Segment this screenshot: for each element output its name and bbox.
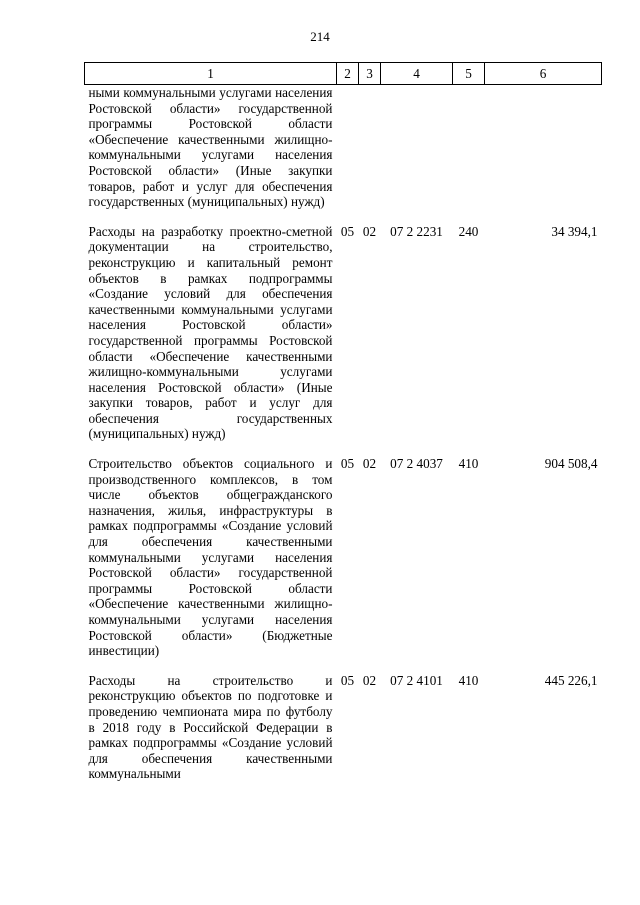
- table-row: [85, 210, 602, 442]
- page-number: 214: [310, 29, 330, 44]
- header-col-5: 5: [453, 63, 485, 85]
- row-target-code: 07 2 4037: [390, 456, 443, 472]
- row-expense-type: [453, 85, 485, 210]
- row-section: 05: [340, 456, 355, 472]
- row-amount: [485, 85, 602, 210]
- header-col-2: 2: [337, 63, 359, 85]
- row-expense-type: 410: [458, 672, 479, 688]
- table-row: [85, 85, 602, 210]
- row-description: Строительство объектов социального и производственного комплексов, в том числе объектов общегражданского назначения, жилья, инфраструктуры в рамках подпрограммы «Создание условий для обеспечения качественными коммунальными услугами населения Ростовской области» государственной программы Ростовской области «Обеспечение качественными жилищно-коммунальными услугами населения Ростовской области» (Бюджетные инвестиции): [88, 456, 333, 659]
- row-section: 05: [340, 672, 355, 688]
- table-body: [85, 85, 602, 782]
- header-col-3: 3: [359, 63, 381, 85]
- row-target-code: [381, 85, 453, 210]
- header-col-4: 4: [381, 63, 453, 85]
- row-amount: 445 226,1: [544, 672, 598, 688]
- table-row: [85, 442, 602, 659]
- row-subsection: 02: [362, 223, 377, 239]
- row-section: 05: [340, 223, 355, 239]
- row-target-code: 07 2 2231: [390, 223, 443, 239]
- row-subsection: [359, 85, 381, 210]
- header-col-1: 1: [85, 63, 337, 85]
- row-expense-type: 410: [458, 456, 479, 472]
- row-amount: 34 394,1: [551, 223, 598, 239]
- header-row: [85, 63, 602, 85]
- row-description: Расходы на строительство и реконструкцию объектов по подготовке и проведению чемпионата мира по футболу в 2018 году в Российской Федерации в рамках подпрограммы «Создание условий для обеспечения качественными коммунальными: [88, 672, 333, 782]
- table-row: [85, 659, 602, 782]
- row-subsection: 02: [362, 672, 377, 688]
- row-section: [337, 85, 359, 210]
- header-col-6: 6: [485, 63, 602, 85]
- budget-table: [84, 62, 602, 782]
- table-header: [85, 63, 602, 85]
- row-subsection: 02: [362, 456, 377, 472]
- row-expense-type: 240: [458, 223, 479, 239]
- row-description: Расходы на разработку проектно-сметной документации на строительство, реконструкцию и капитальный ремонт объектов в рамках подпрограммы «Создание условий для обеспечения качественными коммунальными услугами населения Ростовской области» государственной программы Ростовской области «Обеспечение качественными жилищно-коммунальными услугами населения Ростовской области» (Иные закупки товаров, работ и услуг для обеспечения государственных (муниципальных) нужд): [88, 223, 333, 442]
- row-amount: 904 508,4: [544, 456, 598, 472]
- row-target-code: 07 2 4101: [390, 672, 443, 688]
- row-description: ными коммунальными услугами населения Ростовской области» государственной программы Ростовской области «Обеспечение качественными жилищно-коммунальными услугами населения Ростовской области» (Иные закупки товаров, работ и услуг для обеспечения государственных (муниципальных) нужд): [88, 85, 333, 210]
